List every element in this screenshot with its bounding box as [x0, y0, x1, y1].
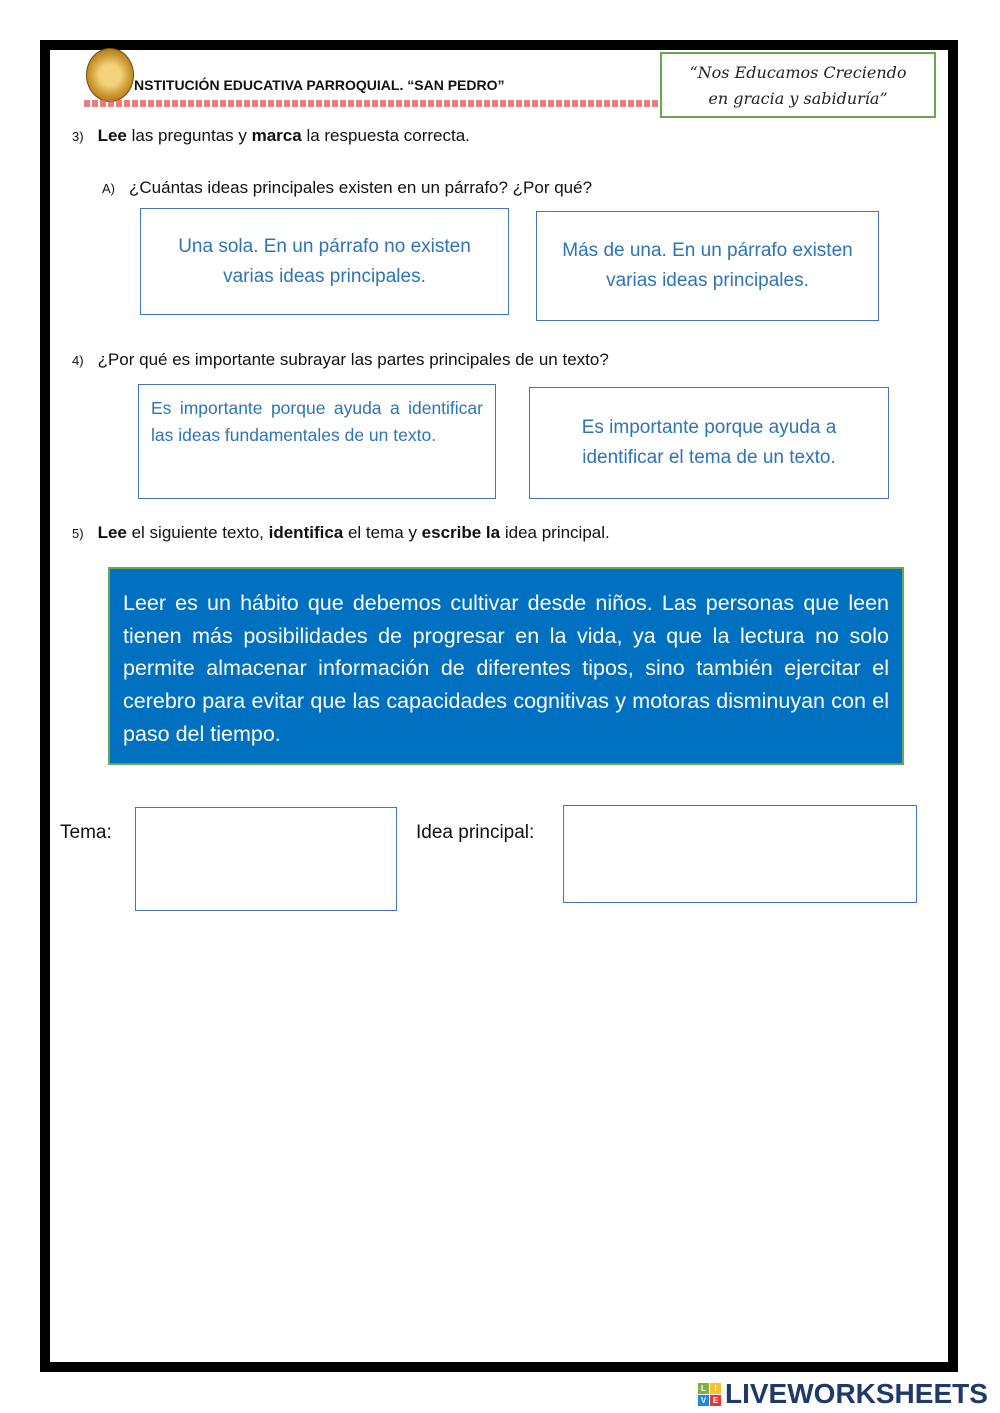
brand-text: LIVEWORKSHEETS	[725, 1378, 988, 1409]
question-number: 3)	[72, 129, 84, 144]
tema-input[interactable]	[135, 807, 397, 911]
question-5	[72, 523, 610, 543]
school-logo-icon	[86, 48, 134, 102]
bold-text: escribe la	[421, 523, 501, 542]
logo-letter: I	[710, 1383, 721, 1394]
reading-passage: Leer es un hábito que debemos cultivar desde niños. Las personas que leen tienen más posibilidades de progresar en la vida, ya que la lectura no solo permite almacenar información de diferentes tipos, sino también ejercitar el cerebro para evitar que las capacidades cognitivas y motoras disminuyan con el paso del tiempo.	[108, 567, 904, 765]
question-4	[72, 350, 609, 370]
answer-option-4-1[interactable]	[138, 384, 496, 499]
sub-letter: A)	[102, 181, 115, 196]
option-text: Es importante porque ayuda a identificar las ideas fundamentales de un texto.	[151, 398, 483, 445]
tema-label: Tema:	[60, 822, 112, 843]
sub-question-text: ¿Cuántas ideas principales existen en un párrafo? ¿Por qué?	[129, 178, 593, 197]
question-number: 5)	[72, 526, 84, 541]
option-text: Más de una. En un párrafo existen varias ideas principales.	[562, 240, 853, 291]
logo-letter: L	[698, 1383, 709, 1394]
question-text: ¿Por qué es importante subrayar las partes principales de un texto?	[97, 350, 609, 369]
motto-line-2: en gracia y sabiduría”	[708, 89, 888, 108]
text: el tema y	[343, 523, 422, 542]
idea-principal-input[interactable]	[563, 805, 917, 903]
question-number: 4)	[72, 353, 84, 368]
school-name: NSTITUCIÓN EDUCATIVA PARROQUIAL. “SAN PEDRO”	[134, 77, 505, 93]
logo-letter: V	[698, 1395, 709, 1406]
bold-text: identifica	[268, 523, 344, 542]
motto-box	[660, 52, 936, 118]
live-squares-icon	[698, 1383, 721, 1406]
question-3	[72, 126, 470, 146]
text: las preguntas y	[126, 126, 252, 145]
header-divider	[84, 100, 660, 107]
text: idea principal.	[500, 523, 610, 542]
answer-option-3a-2[interactable]	[536, 211, 879, 321]
answer-option-3a-1[interactable]	[140, 208, 509, 315]
answer-option-4-2[interactable]	[529, 387, 889, 499]
bold-text: marca	[251, 126, 302, 145]
bold-text: Lee	[97, 523, 127, 542]
liveworksheets-logo	[698, 1378, 988, 1410]
idea-principal-label: Idea principal:	[416, 822, 535, 843]
text: la respuesta correcta.	[301, 126, 470, 145]
motto-line-1: “Nos Educamos Creciendo	[689, 63, 907, 82]
option-text: Es importante porque ayuda a identificar el tema de un texto.	[581, 417, 837, 468]
question-3a	[102, 178, 592, 198]
logo-letter: E	[710, 1395, 721, 1406]
text: el siguiente texto,	[126, 523, 269, 542]
bold-text: Lee	[97, 126, 127, 145]
option-text: Una sola. En un párrafo no existen varias ideas principales.	[178, 235, 471, 287]
